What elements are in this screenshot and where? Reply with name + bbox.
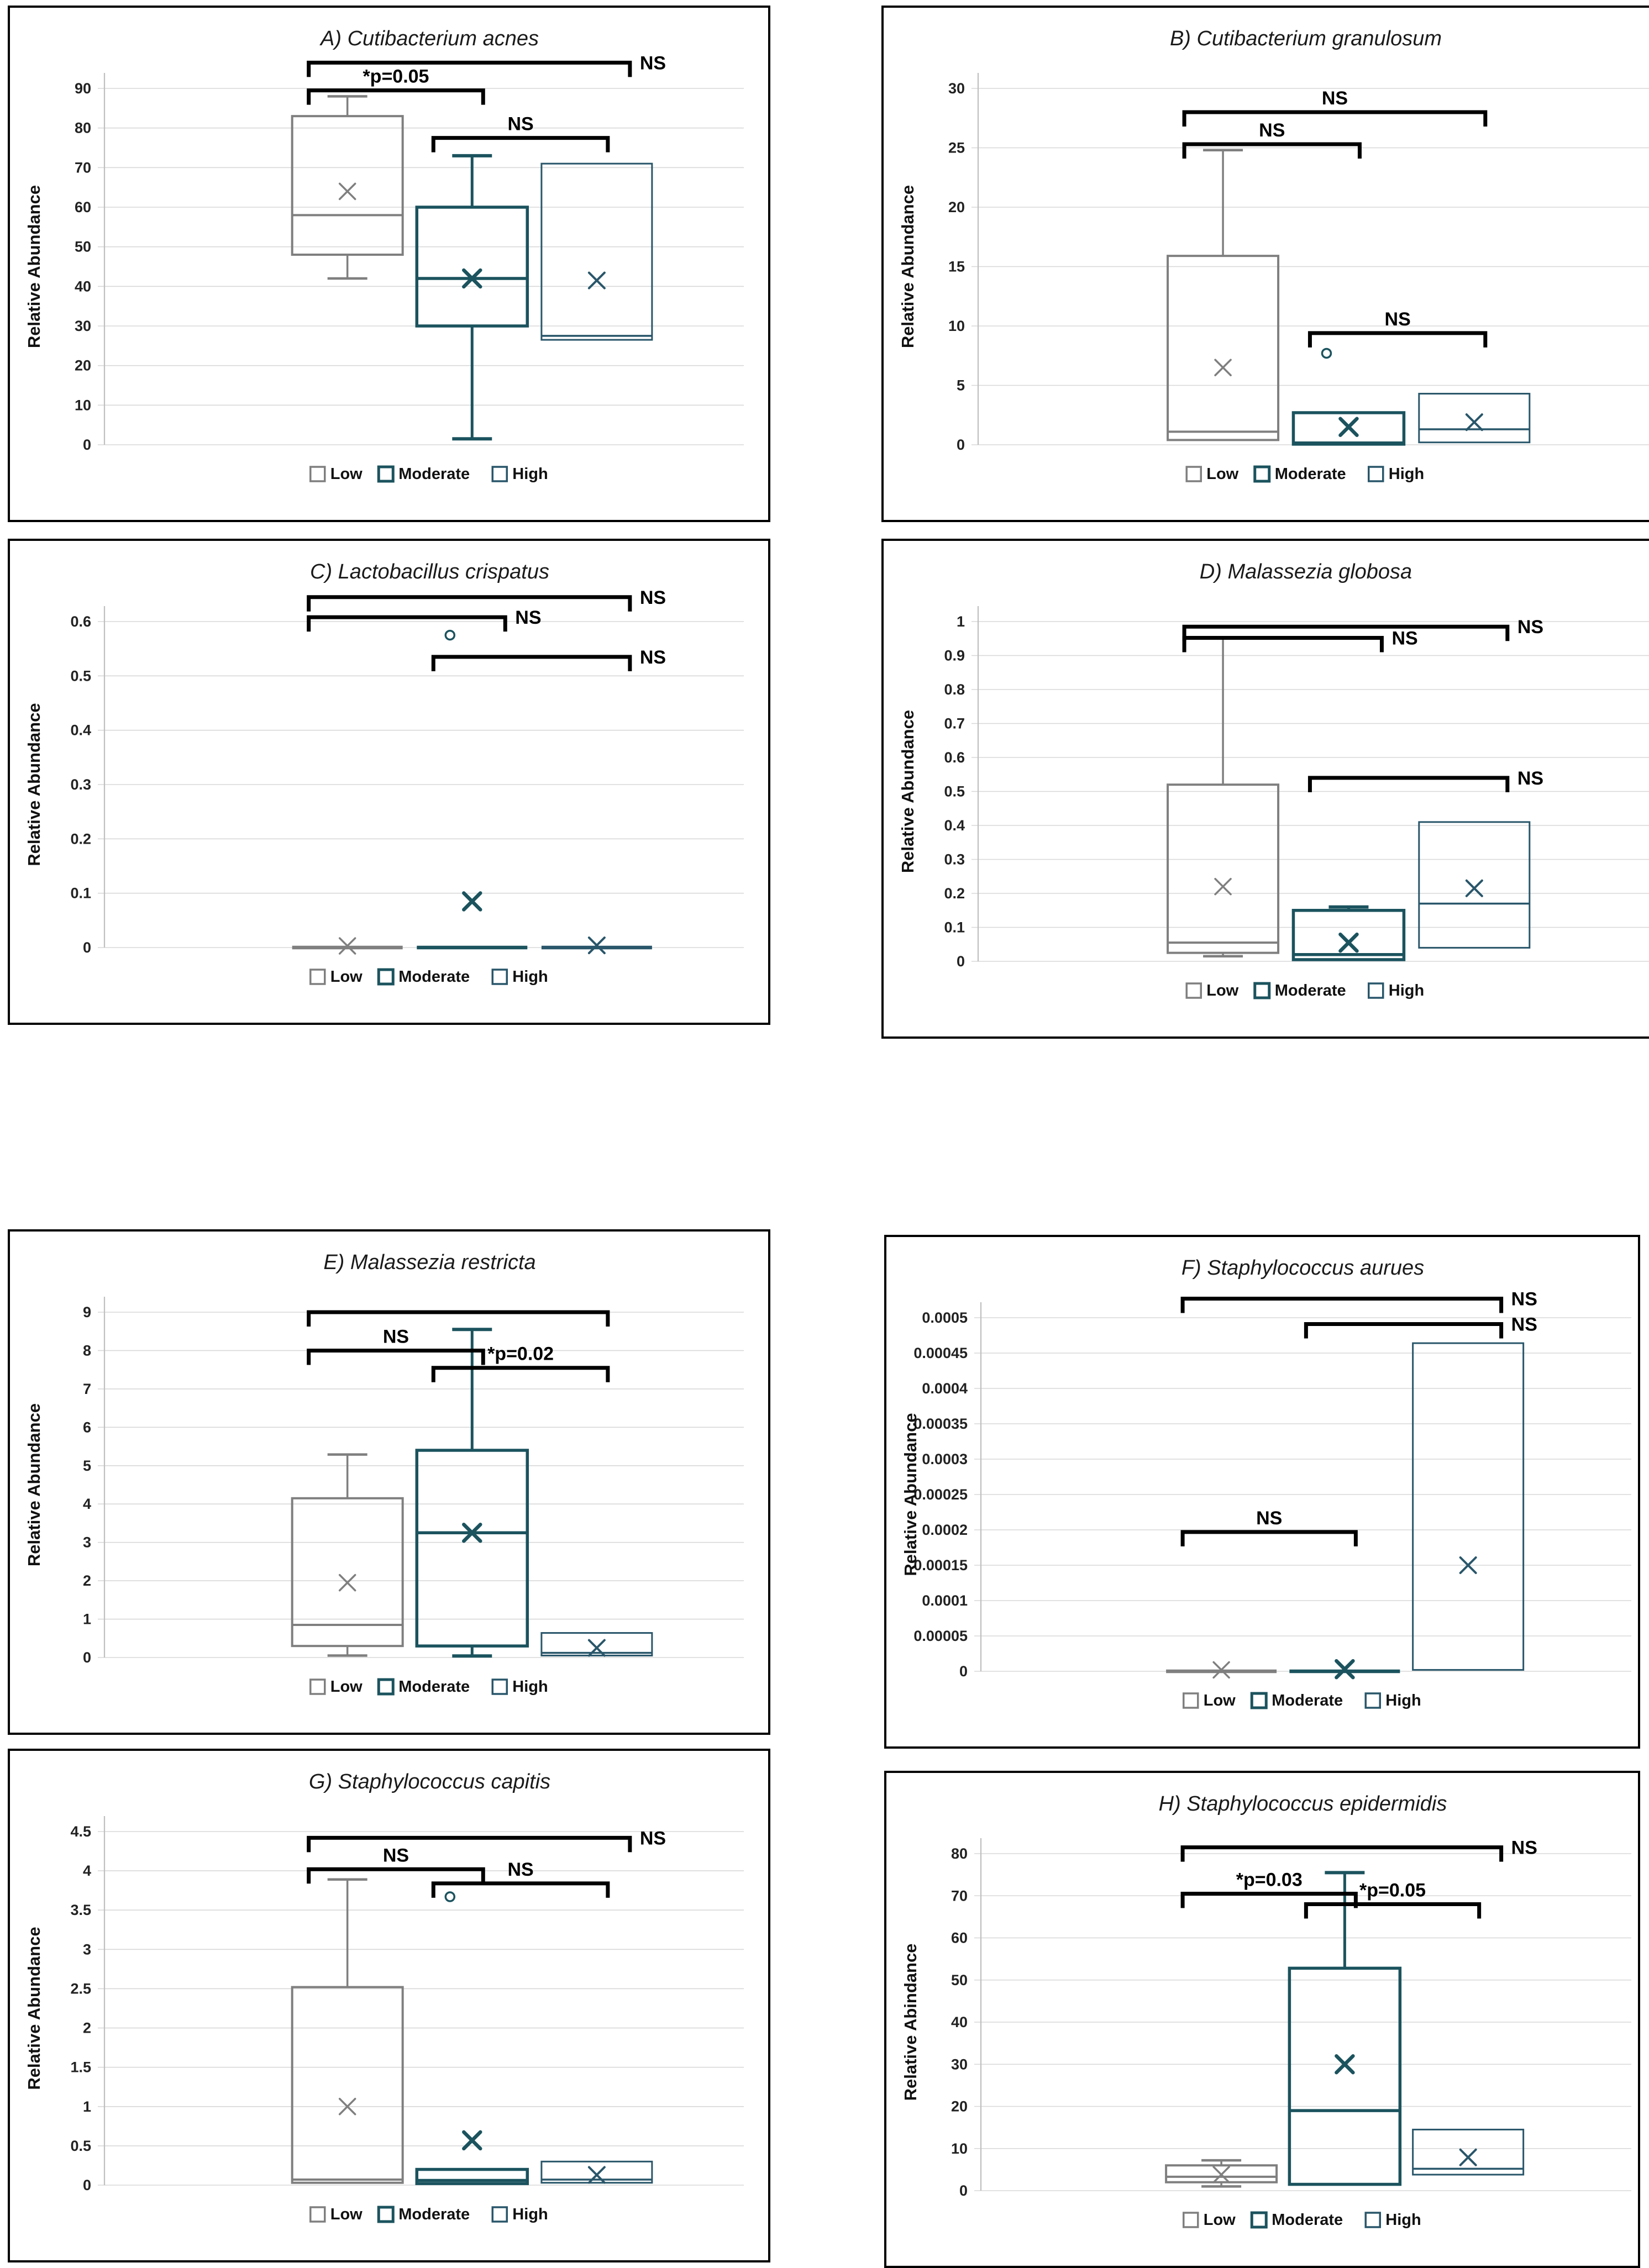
y-tick-label: 0 <box>959 1663 968 1680</box>
mean-marker-Low <box>1214 2167 1229 2182</box>
significance-bracket <box>309 62 630 77</box>
box-High <box>542 164 652 340</box>
legend-swatch-high <box>492 467 507 481</box>
legend-swatch-high <box>1369 467 1383 481</box>
legend-swatch-high <box>1366 2213 1380 2227</box>
y-tick-label: 20 <box>74 357 91 374</box>
bracket-label: *p=0.02 <box>487 1343 554 1365</box>
y-tick-label: 0.5 <box>70 667 91 685</box>
panel-border <box>883 7 1649 521</box>
y-tick-label: 0.3 <box>944 851 965 868</box>
legend-label-low: Low <box>330 968 363 986</box>
y-tick-label: 4 <box>82 1862 91 1880</box>
y-tick-label: 50 <box>74 238 91 255</box>
y-tick-label: 0.0002 <box>922 1522 968 1538</box>
legend-label-high: High <box>1385 2211 1421 2229</box>
y-axis-label: Relative Abundance <box>898 709 917 873</box>
box-Moderate <box>1289 1968 1400 2184</box>
y-axis-label: Relative Abundance <box>901 1413 920 1576</box>
y-tick-label: 0.00015 <box>913 1557 968 1574</box>
mean-marker-Low <box>1215 879 1231 894</box>
y-tick-label: 60 <box>74 199 91 215</box>
significance-bracket <box>433 1883 608 1898</box>
box-Moderate <box>417 207 527 326</box>
legend-label-moderate: Moderate <box>1274 982 1346 999</box>
panel-border <box>9 1750 769 2261</box>
bracket-label: NS <box>507 1859 534 1880</box>
bracket-label: *p=0.03 <box>1236 1869 1303 1891</box>
chart-title: G) Staphylococcus capitis <box>308 1770 551 1793</box>
y-tick-label: 1 <box>82 1611 91 1628</box>
y-tick-label: 0 <box>82 939 91 956</box>
y-tick-label: 30 <box>950 2056 968 2073</box>
mean-marker-Moderate <box>1340 419 1357 435</box>
bracket-label: NS <box>1256 1507 1283 1529</box>
y-tick-label: 20 <box>948 199 965 215</box>
panel-border <box>9 540 769 1024</box>
y-axis-label: Relative Abundance <box>24 703 44 866</box>
panel-E <box>8 1229 770 1735</box>
chart-title: E) Malassezia restricta <box>323 1251 536 1274</box>
mean-marker-High <box>1467 414 1482 430</box>
y-tick-label: 0.6 <box>944 749 965 766</box>
y-tick-label: 30 <box>948 80 965 97</box>
legend-swatch-moderate <box>1252 2213 1266 2227</box>
panel-border <box>9 1230 769 1734</box>
significance-bracket <box>309 1350 484 1365</box>
legend-swatch-high <box>1366 1693 1380 1708</box>
significance-bracket <box>1183 1298 1501 1313</box>
y-tick-label: 20 <box>950 2098 968 2115</box>
boxplot-B <box>881 6 1649 522</box>
mean-marker-Moderate <box>464 893 480 909</box>
y-tick-label: 0 <box>82 2177 91 2193</box>
bracket-label: NS <box>1511 1837 1537 1859</box>
box-Low <box>1168 256 1278 440</box>
significance-bracket <box>1306 1324 1501 1339</box>
significance-bracket <box>433 1368 608 1382</box>
y-axis-label: Relative Abindance <box>901 1943 920 2101</box>
mean-marker-High <box>589 938 605 953</box>
mean-marker-High <box>589 273 605 288</box>
boxplot-F <box>884 1235 1640 1749</box>
y-tick-label: 0.2 <box>944 885 965 902</box>
y-tick-label: 40 <box>950 2014 968 2030</box>
y-axis-label: Relative Abundance <box>24 185 44 349</box>
legend-label-moderate: Moderate <box>1272 2211 1343 2229</box>
y-tick-label: 60 <box>950 1929 968 1946</box>
legend-swatch-low <box>311 1680 325 1694</box>
y-tick-label: 1 <box>956 613 965 630</box>
significance-bracket <box>433 138 608 152</box>
legend-swatch-high <box>1369 983 1383 998</box>
legend-label-low: Low <box>1206 982 1239 999</box>
y-tick-label: 0.9 <box>944 647 965 664</box>
significance-bracket <box>309 597 630 612</box>
legend-swatch-moderate <box>379 1680 393 1694</box>
legend-label-high: High <box>1385 1692 1421 1709</box>
boxplot-D <box>881 539 1649 1039</box>
y-tick-label: 80 <box>74 119 91 136</box>
legend-swatch-low <box>311 467 325 481</box>
significance-bracket <box>309 1312 608 1327</box>
y-axis-label: Relative Abundance <box>898 185 917 349</box>
mean-marker-Low <box>340 183 355 199</box>
y-tick-label: 0.0005 <box>922 1309 968 1326</box>
legend-swatch-low <box>311 970 325 984</box>
box-High <box>1419 822 1530 948</box>
box-High <box>1413 1343 1524 1670</box>
legend-swatch-moderate <box>1255 467 1269 481</box>
chart-title: A) Cutibacterium acnes <box>321 27 539 50</box>
y-tick-label: 0 <box>956 953 965 970</box>
y-tick-label: 0.00035 <box>913 1415 968 1432</box>
y-tick-label: 2 <box>82 1572 91 1590</box>
y-tick-label: 0 <box>82 1649 91 1666</box>
legend-label-low: Low <box>1203 1692 1236 1709</box>
y-tick-label: 80 <box>950 1845 968 1862</box>
legend-label-high: High <box>512 968 548 986</box>
bracket-label: *p=0.05 <box>1359 1880 1426 1901</box>
mean-marker-Moderate <box>1336 1661 1353 1677</box>
y-axis-label: Relative Abundance <box>24 1927 44 2090</box>
y-tick-label: 0 <box>82 436 91 453</box>
legend-label-high: High <box>1388 982 1425 999</box>
boxplot-E <box>8 1229 770 1735</box>
y-axis-label: Relative Abundance <box>24 1403 44 1567</box>
bracket-label: NS <box>1511 1314 1537 1335</box>
legend-swatch-low <box>1186 467 1201 481</box>
legend-label-moderate: Moderate <box>398 1678 470 1696</box>
significance-bracket <box>1306 1904 1479 1919</box>
legend-label-low: Low <box>330 2206 363 2223</box>
legend-label-low: Low <box>330 1678 363 1696</box>
y-tick-label: 0.00045 <box>913 1345 968 1361</box>
panel-B <box>881 6 1649 522</box>
panel-C <box>8 539 770 1025</box>
y-tick-label: 10 <box>948 318 965 334</box>
y-tick-label: 0.1 <box>70 885 91 902</box>
y-tick-label: 0.5 <box>944 783 965 800</box>
boxplot-A <box>8 6 770 522</box>
significance-bracket <box>309 617 506 632</box>
y-tick-label: 50 <box>950 1971 968 1988</box>
y-tick-label: 70 <box>950 1887 968 1904</box>
boxplot-G <box>8 1749 770 2262</box>
bracket-label: NS <box>1321 88 1348 109</box>
y-tick-label: 4.5 <box>70 1823 91 1840</box>
legend-label-moderate: Moderate <box>398 968 470 986</box>
y-tick-label: 1 <box>82 2098 91 2115</box>
chart-title: C) Lactobacillus crispatus <box>310 560 549 583</box>
y-tick-label: 0 <box>956 436 965 453</box>
y-tick-label: 0 <box>959 2182 968 2199</box>
legend-swatch-moderate <box>379 2207 393 2222</box>
y-tick-label: 0.8 <box>944 681 965 698</box>
y-tick-label: 0.7 <box>944 715 965 732</box>
legend-swatch-low <box>1184 2213 1198 2227</box>
legend-label-low: Low <box>330 465 363 483</box>
bracket-label: NS <box>639 1828 666 1849</box>
legend-swatch-moderate <box>1255 983 1269 998</box>
y-tick-label: 0.0001 <box>922 1592 968 1609</box>
outlier-point-Moderate <box>1322 349 1331 357</box>
bracket-label: NS <box>1384 308 1411 330</box>
mean-marker-Moderate <box>1340 934 1357 951</box>
legend-swatch-low <box>1184 1693 1198 1708</box>
mean-marker-Low <box>340 1575 355 1591</box>
box-Moderate <box>417 1450 527 1646</box>
legend-label-moderate: Moderate <box>398 2206 470 2223</box>
y-tick-label: 8 <box>82 1342 91 1359</box>
y-tick-label: 30 <box>74 318 91 334</box>
y-tick-label: 2 <box>82 2019 91 2037</box>
legend-label-moderate: Moderate <box>1272 1692 1343 1709</box>
y-tick-label: 5 <box>956 377 965 394</box>
box-Low <box>292 116 403 255</box>
y-tick-label: 0.6 <box>70 613 91 630</box>
y-tick-label: 2.5 <box>70 1980 91 1997</box>
legend-swatch-high <box>492 970 507 984</box>
legend-label-low: Low <box>1203 2211 1236 2229</box>
legend-swatch-moderate <box>379 970 393 984</box>
significance-bracket <box>1310 333 1485 348</box>
mean-marker-High <box>1461 2150 1476 2165</box>
bracket-label: NS <box>507 113 534 135</box>
panel-G <box>8 1749 770 2262</box>
y-tick-label: 0.1 <box>944 919 965 936</box>
boxplot-H <box>884 1771 1640 2268</box>
chart-title: B) Cutibacterium granulosum <box>1169 27 1442 50</box>
outlier-point-Moderate <box>445 1892 454 1901</box>
bracket-label: NS <box>1517 767 1544 789</box>
significance-bracket <box>433 657 630 671</box>
significance-bracket <box>309 1838 630 1852</box>
panel-D <box>881 539 1649 1039</box>
y-tick-label: 10 <box>74 397 91 414</box>
y-tick-label: 9 <box>82 1304 91 1320</box>
y-tick-label: 0.0004 <box>922 1380 968 1397</box>
panel-H <box>884 1771 1640 2268</box>
chart-title: H) Staphylococcus epidermidis <box>1158 1792 1447 1816</box>
legend-label-high: High <box>512 465 548 483</box>
y-tick-label: 4 <box>82 1496 91 1513</box>
y-tick-label: 7 <box>82 1380 91 1397</box>
bracket-label: NS <box>382 1326 409 1348</box>
mean-marker-Low <box>1215 360 1231 375</box>
bracket-label: NS <box>1511 1288 1537 1310</box>
legend-label-moderate: Moderate <box>398 465 470 483</box>
legend-label-moderate: Moderate <box>1274 465 1346 483</box>
y-tick-label: 0.2 <box>70 830 91 848</box>
y-tick-label: 0.5 <box>70 2137 91 2154</box>
significance-bracket <box>1183 1848 1501 1862</box>
panel-A <box>8 6 770 522</box>
legend-label-high: High <box>1388 465 1425 483</box>
legend-swatch-low <box>1186 983 1201 998</box>
boxplot-C <box>8 539 770 1025</box>
y-tick-label: 3 <box>82 1534 91 1551</box>
bracket-label: NS <box>382 1845 409 1866</box>
y-tick-label: 5 <box>82 1457 91 1474</box>
y-tick-label: 70 <box>74 159 91 176</box>
y-tick-label: 0.00005 <box>913 1628 968 1644</box>
y-tick-label: 0.4 <box>70 722 91 739</box>
y-tick-label: 0.3 <box>70 776 91 793</box>
y-tick-label: 1.5 <box>70 2059 91 2076</box>
y-tick-label: 3.5 <box>70 1902 91 1919</box>
bracket-label: NS <box>639 52 666 74</box>
legend-swatch-high <box>492 1680 507 1694</box>
y-tick-label: 25 <box>948 139 965 156</box>
legend-label-low: Low <box>1206 465 1239 483</box>
bracket-label: NS <box>1391 628 1418 649</box>
box-High <box>1419 394 1530 443</box>
box-Low <box>292 1987 403 2183</box>
bracket-label: NS <box>515 607 542 629</box>
y-tick-label: 6 <box>82 1419 91 1436</box>
legend-swatch-moderate <box>1252 1693 1266 1708</box>
legend-label-high: High <box>512 2206 548 2223</box>
significance-bracket <box>1183 1532 1356 1546</box>
y-tick-label: 40 <box>74 278 91 295</box>
legend-swatch-moderate <box>379 467 393 481</box>
outlier-point-Moderate <box>445 631 454 640</box>
y-tick-label: 15 <box>948 258 965 275</box>
chart-title: D) Malassezia globosa <box>1199 560 1412 583</box>
legend-swatch-low <box>311 2207 325 2222</box>
bracket-label: NS <box>639 587 666 608</box>
y-tick-label: 10 <box>950 2140 968 2157</box>
bracket-label: NS <box>639 646 666 668</box>
y-tick-label: 0.4 <box>944 817 965 834</box>
legend-label-high: High <box>512 1678 548 1696</box>
box-Moderate <box>1293 911 1404 960</box>
significance-bracket <box>1184 638 1382 652</box>
y-tick-label: 0.00025 <box>913 1486 968 1503</box>
bracket-label: *p=0.05 <box>363 66 429 87</box>
significance-bracket <box>1310 778 1507 792</box>
significance-bracket <box>1184 112 1485 127</box>
panel-F <box>884 1235 1640 1749</box>
chart-title: F) Staphylococcus aurues <box>1181 1256 1425 1280</box>
bracket-label: NS <box>1517 617 1544 638</box>
legend-swatch-high <box>492 2207 507 2222</box>
bracket-label: NS <box>1259 120 1285 141</box>
y-tick-label: 0.0003 <box>922 1451 968 1467</box>
y-tick-label: 3 <box>82 1941 91 1958</box>
y-tick-label: 90 <box>74 80 91 97</box>
